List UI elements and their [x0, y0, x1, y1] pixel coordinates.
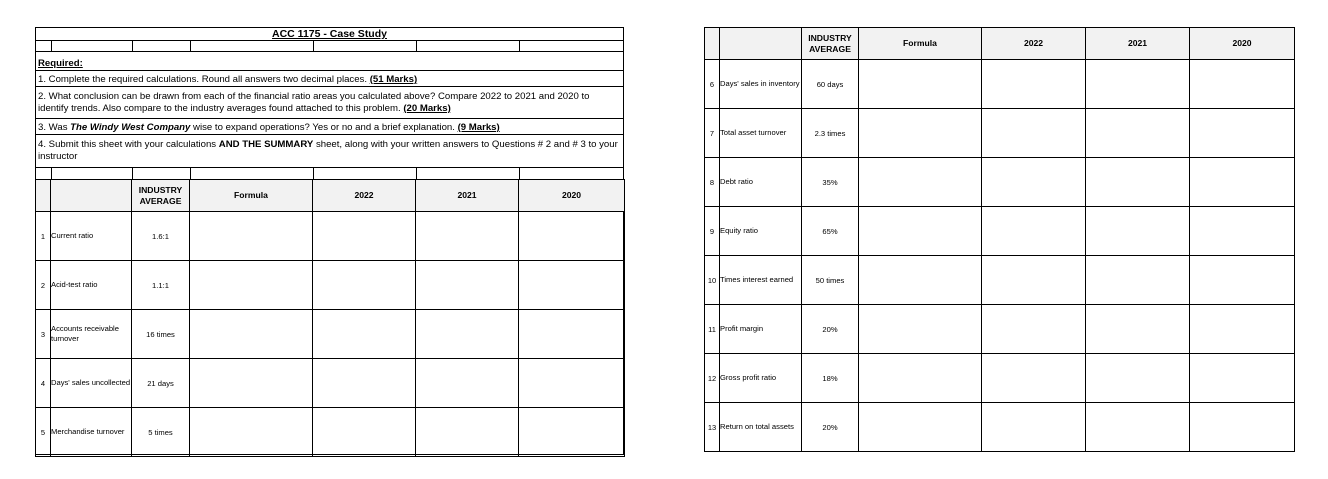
formula-cell[interactable]: [859, 305, 982, 354]
value-2020-cell[interactable]: [1190, 109, 1295, 158]
header-num: [36, 180, 51, 212]
value-2021-cell[interactable]: [1086, 109, 1190, 158]
row-number: 12: [705, 354, 720, 403]
header-2021: 2021: [416, 180, 519, 212]
header-2021: 2021: [1086, 28, 1190, 60]
instruction-3-text-a: 3. Was: [38, 122, 71, 133]
grid-line: [190, 168, 191, 179]
row-number: 7: [705, 109, 720, 158]
table-header-row: [705, 28, 1295, 60]
formula-cell[interactable]: [190, 310, 313, 359]
table-row: [705, 109, 1295, 158]
table-row: [36, 212, 625, 261]
industry-average-value: 18%: [802, 354, 859, 403]
row-number: 13: [705, 403, 720, 452]
ratio-name: Current ratio: [51, 212, 132, 261]
value-2022-cell[interactable]: [313, 261, 416, 310]
value-2020-cell[interactable]: [1190, 60, 1295, 109]
value-2021-cell[interactable]: [416, 212, 519, 261]
industry-average-value: 65%: [802, 207, 859, 256]
header-industry-average: INDUSTRY AVERAGE: [802, 28, 859, 60]
formula-cell[interactable]: [859, 60, 982, 109]
ratio-name: Total asset turnover: [720, 109, 802, 158]
header-2022: 2022: [313, 180, 416, 212]
industry-average-value: 35%: [802, 158, 859, 207]
row-number: 8: [705, 158, 720, 207]
title-row: [36, 28, 623, 41]
value-2021-cell[interactable]: [416, 359, 519, 408]
grid-line: [132, 41, 133, 51]
header-industry-average: INDUSTRY AVERAGE: [132, 180, 190, 212]
industry-average-value: 1.6:1: [132, 212, 190, 261]
row-number: 4: [36, 359, 51, 408]
instruction-4-text-b: sheet, along with your written answers to Questions # 2 and # 3 to your instructor: [38, 139, 618, 162]
industry-average-value: 2.3 times: [802, 109, 859, 158]
table-row: [705, 158, 1295, 207]
formula-cell[interactable]: [859, 256, 982, 305]
empty-grid-row: [36, 41, 623, 52]
ratio-name: Debt ratio: [720, 158, 802, 207]
value-2021-cell[interactable]: [1086, 60, 1190, 109]
spacer-row: [36, 168, 623, 179]
instruction-3: [36, 119, 623, 135]
header-2020: 2020: [1190, 28, 1295, 60]
value-2021-cell[interactable]: [1086, 403, 1190, 452]
formula-cell[interactable]: [859, 403, 982, 452]
value-2022-cell[interactable]: [982, 305, 1086, 354]
instruction-3-marks: (9 Marks): [457, 122, 500, 133]
value-2022-cell[interactable]: [313, 212, 416, 261]
ratio-name: Times interest earned: [720, 256, 802, 305]
row-number: 10: [705, 256, 720, 305]
formula-cell[interactable]: [190, 408, 313, 457]
grid-line: [190, 41, 191, 51]
formula-cell[interactable]: [859, 354, 982, 403]
industry-average-value: 50 times: [802, 256, 859, 305]
industry-average-value: 1.1:1: [132, 261, 190, 310]
instruction-4: [36, 135, 623, 168]
value-2021-cell[interactable]: [1086, 354, 1190, 403]
value-2020-cell[interactable]: [1190, 403, 1295, 452]
instruction-2-text: 2. What conclusion can be drawn from each of the financial ratio areas you calculated above? Compare 2022 to 2021 and 2020 to identify trends. Also compare to the industry averages found attached to this problem.: [38, 91, 590, 114]
table-row: [705, 60, 1295, 109]
case-study-sheet-left: [35, 27, 624, 455]
row-number: 2: [36, 261, 51, 310]
grid-line: [313, 41, 314, 51]
header-2020: 2020: [519, 180, 625, 212]
formula-cell[interactable]: [859, 109, 982, 158]
instruction-2-marks: (20 Marks): [403, 102, 451, 114]
value-2022-cell[interactable]: [982, 158, 1086, 207]
value-2022-cell[interactable]: [982, 207, 1086, 256]
instruction-4-bold: AND THE SUMMARY: [218, 139, 314, 150]
instruction-2: [36, 87, 623, 119]
formula-cell[interactable]: [859, 158, 982, 207]
formula-cell[interactable]: [859, 207, 982, 256]
formula-cell[interactable]: [190, 212, 313, 261]
case-study-sheet-right: [704, 27, 1294, 455]
value-2022-cell[interactable]: [982, 256, 1086, 305]
row-number: 6: [705, 60, 720, 109]
industry-average-value: 20%: [802, 403, 859, 452]
value-2020-cell[interactable]: [519, 408, 625, 457]
value-2022-cell[interactable]: [982, 60, 1086, 109]
value-2020-cell[interactable]: [519, 310, 625, 359]
ratio-name: Days' sales in inventory: [720, 60, 802, 109]
ratio-name: Accounts receivable turnover: [51, 310, 132, 359]
industry-average-value: 16 times: [132, 310, 190, 359]
value-2021-cell[interactable]: [416, 310, 519, 359]
table-row: [705, 354, 1295, 403]
table-header-row: [36, 180, 625, 212]
instruction-1-text: 1. Complete the required calculations. Round all answers two decimal places.: [38, 74, 370, 85]
value-2020-cell[interactable]: [1190, 158, 1295, 207]
value-2022-cell[interactable]: [982, 354, 1086, 403]
ratio-name: Profit margin: [720, 305, 802, 354]
ratio-name: Acid-test ratio: [51, 261, 132, 310]
table-row: [36, 408, 625, 457]
instruction-4-text-a: 4. Submit this sheet with your calculations: [38, 139, 219, 150]
grid-line: [519, 41, 520, 51]
table-row: [705, 256, 1295, 305]
value-2022-cell[interactable]: [313, 408, 416, 457]
grid-line: [313, 168, 314, 179]
value-2021-cell[interactable]: [1086, 256, 1190, 305]
industry-average-value: 5 times: [132, 408, 190, 457]
header-ratio: [51, 180, 132, 212]
value-2021-cell[interactable]: [416, 408, 519, 457]
formula-cell[interactable]: [190, 261, 313, 310]
ratio-name: Gross profit ratio: [720, 354, 802, 403]
ratio-table-left: [35, 179, 625, 457]
value-2020-cell[interactable]: [519, 359, 625, 408]
value-2020-cell[interactable]: [1190, 354, 1295, 403]
instruction-1-marks: (51 Marks): [369, 74, 418, 85]
industry-average-value: 21 days: [132, 359, 190, 408]
required-label: Required:: [38, 58, 83, 69]
row-number: 11: [705, 305, 720, 354]
table-row: [705, 207, 1295, 256]
grid-line: [416, 41, 417, 51]
instruction-3-text-b: wise to expand operations? Yes or no and a brief explanation.: [190, 122, 458, 133]
grid-line: [519, 168, 520, 179]
table-row: [705, 305, 1295, 354]
table-row: [705, 403, 1295, 452]
sheet-title: ACC 1175 - Case Study: [272, 28, 387, 40]
table-row: [36, 359, 625, 408]
row-number: 3: [36, 310, 51, 359]
ratio-name: Days' sales uncollected: [51, 359, 132, 408]
row-number: 5: [36, 408, 51, 457]
company-name: The Windy West Company: [70, 122, 191, 133]
value-2022-cell[interactable]: [313, 359, 416, 408]
table-row: [36, 310, 625, 359]
value-2022-cell[interactable]: [313, 310, 416, 359]
ratio-name: Equity ratio: [720, 207, 802, 256]
value-2021-cell[interactable]: [1086, 158, 1190, 207]
formula-cell[interactable]: [190, 359, 313, 408]
industry-average-value: 20%: [802, 305, 859, 354]
header-num: [705, 28, 720, 60]
table-row: [36, 261, 625, 310]
value-2021-cell[interactable]: [1086, 207, 1190, 256]
grid-line: [51, 41, 52, 51]
industry-average-value: 60 days: [802, 60, 859, 109]
required-row: [36, 52, 623, 71]
value-2020-cell[interactable]: [1190, 256, 1295, 305]
header-formula: Formula: [190, 180, 313, 212]
value-2020-cell[interactable]: [1190, 305, 1295, 354]
instruction-1: [36, 71, 623, 87]
grid-line: [51, 168, 52, 179]
header-2022: 2022: [982, 28, 1086, 60]
row-number: 9: [705, 207, 720, 256]
grid-line: [132, 168, 133, 179]
value-2020-cell[interactable]: [519, 212, 625, 261]
value-2021-cell[interactable]: [1086, 305, 1190, 354]
value-2022-cell[interactable]: [982, 403, 1086, 452]
value-2020-cell[interactable]: [519, 261, 625, 310]
value-2022-cell[interactable]: [982, 109, 1086, 158]
ratio-table-right: [704, 27, 1295, 452]
header-formula: Formula: [859, 28, 982, 60]
value-2021-cell[interactable]: [416, 261, 519, 310]
ratio-name: Merchandise turnover: [51, 408, 132, 457]
row-number: 1: [36, 212, 51, 261]
value-2020-cell[interactable]: [1190, 207, 1295, 256]
ratio-name: Return on total assets: [720, 403, 802, 452]
header-ratio: [720, 28, 802, 60]
grid-line: [416, 168, 417, 179]
